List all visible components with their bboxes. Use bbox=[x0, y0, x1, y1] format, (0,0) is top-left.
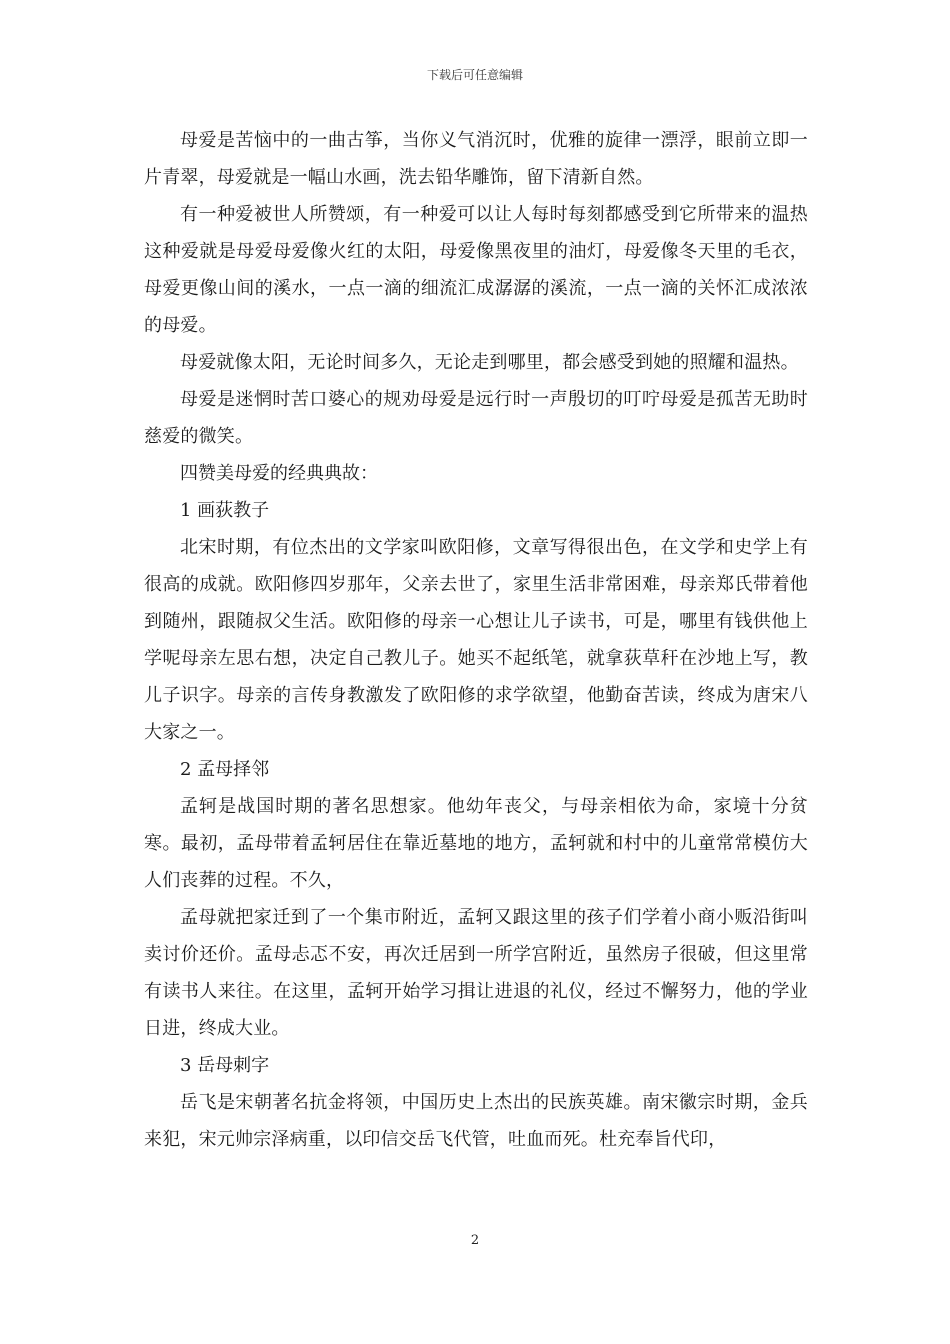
story-2-body-a: 孟轲是战国时期的著名思想家。他幼年丧父，与母亲相依为命，家境十分贫寒。最初，孟母带着孟轲居住在靠近墓地的地方，孟轲就和村中的儿童常常模仿大人们丧葬的过程。不久， bbox=[144, 796, 808, 891]
paragraph-sun: 母爱就像太阳，无论时间多久，无论走到哪里，都会感受到她的照耀和温热。 bbox=[180, 352, 799, 373]
story-3-body: 岳飞是宋朝著名抗金将领，中国历史上杰出的民族英雄。南宋徽宗时期，金兵来犯，宋元帅宗泽病重，以印信交岳飞代管，吐血而死。杜充奉旨代印， bbox=[144, 1092, 808, 1150]
story-2-body-b: 孟母就把家迁到了一个集市附近，孟轲又跟这里的孩子们学着小商小贩沿街叫卖讨价还价。孟母忐忑不安，再次迁居到一所学宫附近，虽然房子很破，但这里常有读书人来往。在这里，孟轲开始学习揖让进退的礼仪，经过不懈努力，他的学业日进，终成大业。 bbox=[144, 907, 808, 1039]
page-number: 2 bbox=[470, 1233, 480, 1248]
story-heading-3: 3 岳母刺字 bbox=[180, 1055, 270, 1076]
page-header: 下载后可任意编辑 bbox=[426, 68, 523, 82]
paragraph-guzheng: 母爱是苦恼中的一曲古筝，当你义气消沉时，优雅的旋律一漂浮，眼前立即一片青翠，母爱就是一幅山水画，洗去铅华雕饰，留下清新自然。 bbox=[144, 130, 808, 188]
paragraph-advice: 母爱是迷惘时苦口婆心的规劝母爱是远行时一声殷切的叮咛母爱是孤苦无助时慈爱的微笑。 bbox=[144, 389, 808, 447]
paragraph-praised-love: 有一种爱被世人所赞颂，有一种爱可以让人每时每刻都感受到它所带来的温热这种爱就是母爱母爱像火红的太阳，母爱像黑夜里的油灯，母爱像冬天里的毛衣，母爱更像山间的溪水，一点一滴的细流汇成潺潺的溪流，一点一滴的关怀汇成浓浓的母爱。 bbox=[144, 204, 808, 336]
document-body bbox=[144, 122, 808, 1158]
story-1-body: 北宋时期，有位杰出的文学家叫欧阳修，文章写得很出色，在文学和史学上有很高的成就。欧阳修四岁那年，父亲去世了，家里生活非常困难，母亲郑氏带着他到随州，跟随叔父生活。欧阳修的母亲一心想让儿子读书，可是，哪里有钱供他上学呢母亲左思右想，决定自己教儿子。她买不起纸笔，就拿荻草秆在沙地上写，教儿子识字。母亲的言传身教激发了欧阳修的求学欲望，他勤奋苦读，终成为唐宋八大家之一。 bbox=[144, 537, 808, 743]
section-heading-stories: 四赞美母爱的经典典故： bbox=[180, 463, 378, 484]
story-heading-1: 1 画荻教子 bbox=[180, 500, 270, 521]
story-heading-2: 2 孟母择邻 bbox=[180, 759, 270, 780]
